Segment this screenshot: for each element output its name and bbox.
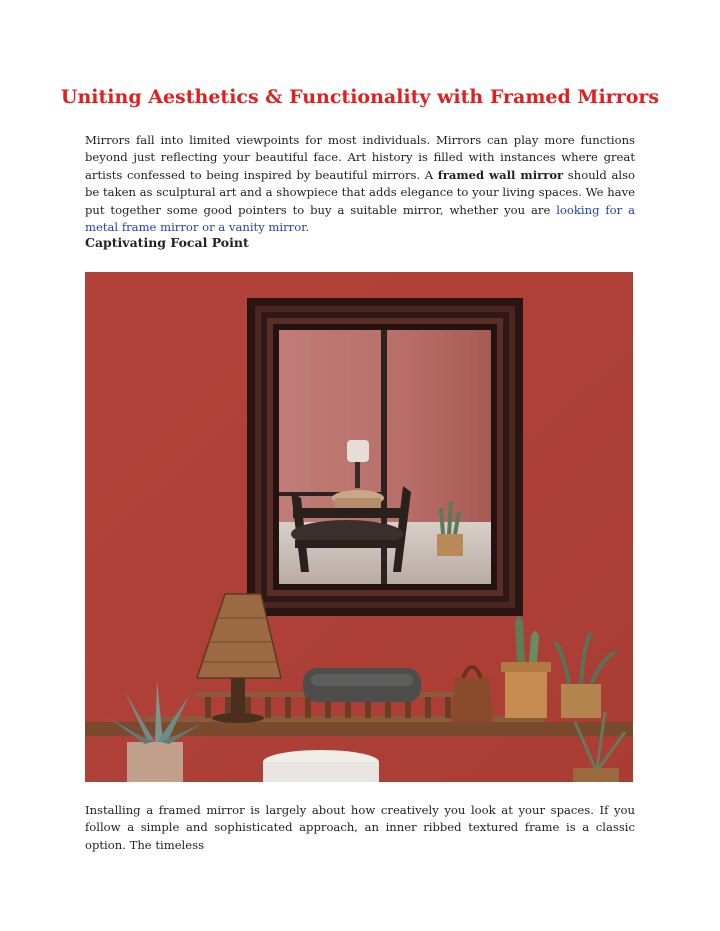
body-paragraph: Installing a framed mirror is largely about how creatively you look at your spaces. If you follow a simple and sophisticated approach, an inner ribbed textured frame is a classic option. The timeless: [85, 803, 635, 852]
page-title: Uniting Aesthetics & Functionality with Framed Mirrors: [60, 86, 660, 108]
white-stool: [263, 750, 379, 782]
mirror-frame: [247, 298, 523, 616]
intro-paragraph: [85, 132, 635, 236]
mirror-photo: [85, 272, 633, 782]
metal-frame-mirror-link[interactable]: looking for a metal frame mirror or a vanity mirror: [85, 202, 635, 235]
mirror-scene-illustration: [85, 272, 633, 782]
intro-text-1: Mirrors fall into limited viewpoints for most individuals. Mirrors can play more functions beyond just reflecting your beautiful face. Art history is filled with instances where great artists confessed to being inspired by beautiful mirrors. A: [85, 133, 635, 182]
section-heading: Captivating Focal Point: [85, 235, 249, 250]
intro-text-3: .: [305, 220, 310, 235]
intro-text-2: should also be taken as sculptural art and a showpiece that adds elegance to your living spaces. We have put together some good pointers to buy a suitable mirror, whether you are: [85, 167, 635, 217]
grey-cushion: [303, 668, 421, 702]
framed-wall-mirror-bold: framed wall mirror: [437, 167, 564, 182]
